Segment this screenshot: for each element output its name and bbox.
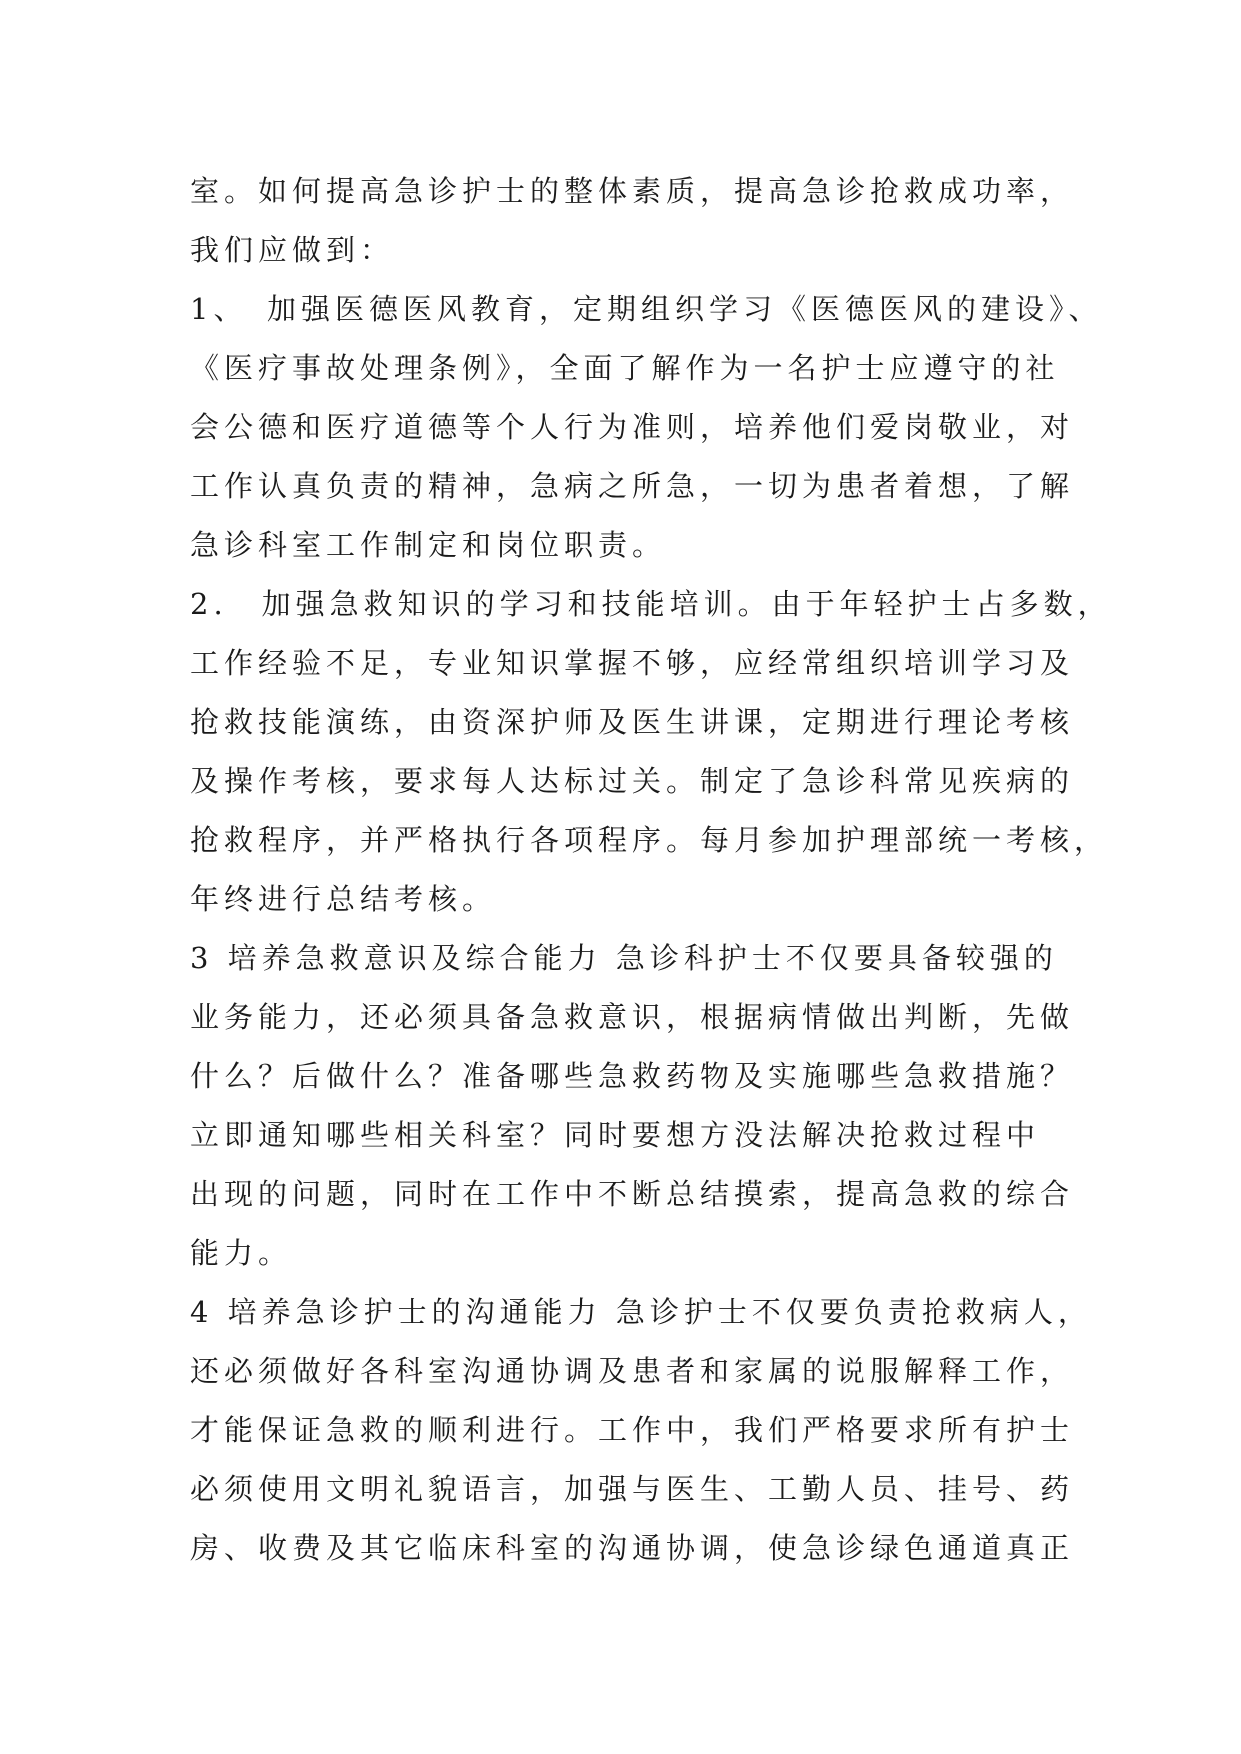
text-line: 立即通知哪些相关科室？同时要想方没法解决抢救过程中 — [190, 1118, 1041, 1152]
text-line: 会公德和医疗道德等个人行为准则，培养他们爱岗敬业，对 — [190, 410, 1075, 444]
text-line: 什么？后做什么？准备哪些急救药物及实施哪些急救措施？ — [190, 1059, 1075, 1093]
text-line: 急诊科室工作制定和岗位职责。 — [190, 528, 667, 562]
text-line: 工作经验不足，专业知识掌握不够，应经常组织培训学习及 — [190, 646, 1075, 680]
text-line: 及操作考核，要求每人达标过关。制定了急诊科常见疾病的 — [190, 764, 1075, 798]
body-text — [190, 162, 1112, 1578]
text-line: 房、收费及其它临床科室的沟通协调，使急诊绿色通道真正 — [190, 1531, 1075, 1565]
text-line: 3 培养急救意识及综合能力 急诊科护士不仅要具备较强的 — [190, 941, 1058, 975]
text-line: 年终进行总结考核。 — [190, 882, 497, 916]
text-line: 室。如何提高急诊护士的整体素质，提高急诊抢救成功率， — [190, 174, 1075, 208]
text-line: 工作认真负责的精神，急病之所急，一切为患者着想，了解 — [190, 469, 1075, 503]
text-line: 抢救程序，并严格执行各项程序。每月参加护理部统一考核， — [190, 823, 1109, 857]
text-line: 《医疗事故处理条例》，全面了解作为一名护士应遵守的社 — [190, 351, 1060, 385]
text-line: 抢救技能演练，由资深护师及医生讲课，定期进行理论考核 — [190, 705, 1075, 739]
text-line: 2. 加强急救知识的学习和技能培训。由于年轻护士占多数， — [190, 587, 1112, 621]
text-line: 必须使用文明礼貌语言，加强与医生、工勤人员、挂号、药 — [190, 1472, 1075, 1506]
text-line: 4 培养急诊护士的沟通能力 急诊护士不仅要负责抢救病人， — [190, 1295, 1092, 1329]
text-line: 能力。 — [190, 1236, 293, 1270]
text-line: 出现的问题，同时在工作中不断总结摸索，提高急救的综合 — [190, 1177, 1075, 1211]
text-line: 才能保证急救的顺利进行。工作中，我们严格要求所有护士 — [190, 1413, 1075, 1447]
text-line: 我们应做到： — [190, 233, 395, 267]
text-line: 还必须做好各科室沟通协调及患者和家属的说服解释工作， — [190, 1354, 1075, 1388]
text-line: 业务能力，还必须具备急救意识，根据病情做出判断，先做 — [190, 1000, 1075, 1034]
text-line: 1、 加强医德医风教育，定期组织学习《医德医风的建设》、 — [190, 292, 1103, 326]
